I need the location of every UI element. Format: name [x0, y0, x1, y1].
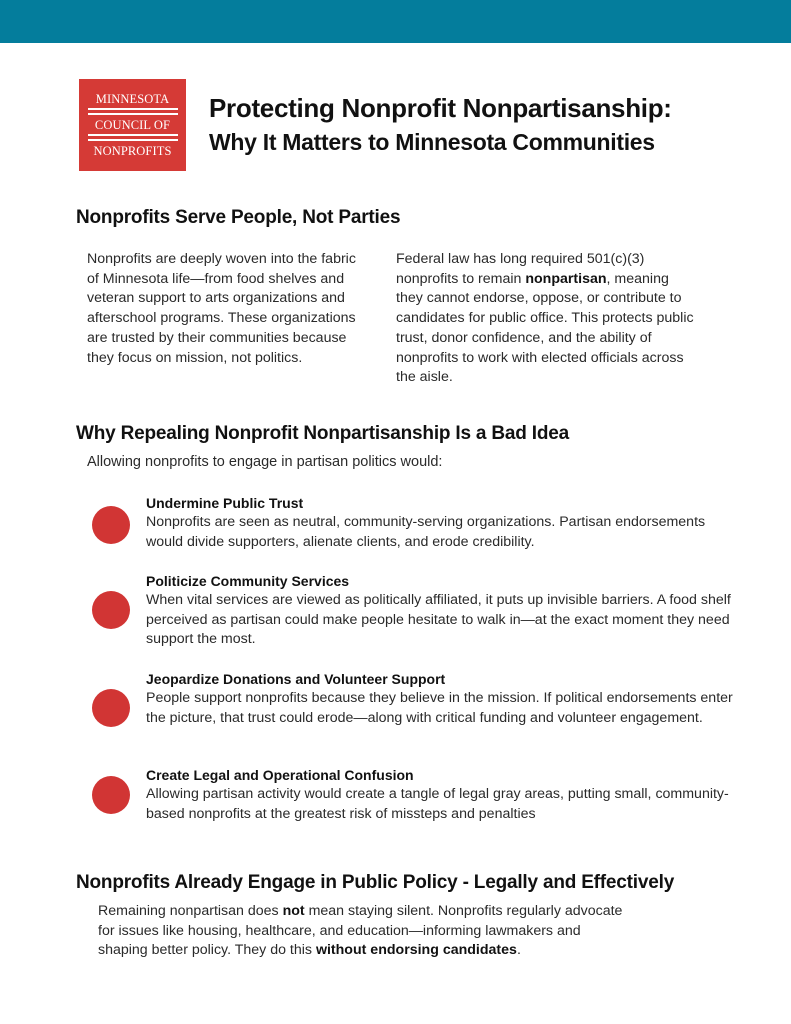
- bullet-circle-icon: [92, 506, 130, 544]
- section3-paragraph: [98, 902, 628, 961]
- text-run: mean staying silent. Nonprofits regularly advocate for issues like housing, healthcare, and education—informing lawmakers and shaping better policy. They do this: [98, 903, 623, 959]
- section-heading-public-policy: Nonprofits Already Engage in Public Policy - Legally and Effectively: [76, 872, 675, 893]
- logo-rule: [88, 108, 178, 115]
- emphasis-nonpartisan: nonpartisan: [525, 270, 607, 287]
- section1-right-paragraph: [396, 250, 696, 388]
- list-item-title: Politicize Community Services: [146, 573, 350, 589]
- section2-intro: Allowing nonprofits to engage in partisan politics would:: [87, 454, 443, 470]
- list-item-body: Nonprofits are seen as neutral, community-serving organizations. Partisan endorsements would divide supporters, alienate clients, and erode credibility.: [146, 514, 706, 550]
- list-item-body: Allowing partisan activity would create a tangle of legal gray areas, putting small, community-based nonprofits at the greatest risk of missteps and penalties: [146, 786, 729, 822]
- text-run: .: [516, 942, 521, 959]
- mcn-logo: [79, 79, 186, 171]
- logo-line-1: MINNESOTA: [95, 92, 170, 106]
- list-item-title: Undermine Public Trust: [146, 495, 304, 511]
- list-item-title: Create Legal and Operational Confusion: [146, 767, 414, 783]
- section-heading-bad-idea: Why Repealing Nonprofit Nonpartisanship Is a Bad Idea: [76, 423, 569, 444]
- bullet-circle-icon: [92, 689, 130, 727]
- list-item: [146, 572, 746, 650]
- text-run: Federal law has long required 501(c)(3) nonprofits to remain: [396, 251, 645, 287]
- list-item-title: Jeopardize Donations and Volunteer Support: [146, 671, 446, 687]
- logo-rule: [88, 134, 178, 141]
- bullet-circle-icon: [92, 591, 130, 629]
- emphasis-without-endorsing: without endorsing candidates: [315, 942, 517, 959]
- logo-line-3: NONPROFITS: [93, 144, 172, 158]
- text-run: , meaning they cannot endorse, oppose, or contribute to candidates for public office. This protects public trust, donor confidence, and the ability of nonprofits to work with elected officials across the aisle.: [396, 270, 694, 386]
- section-heading-serve-people: Nonprofits Serve People, Not Parties: [76, 207, 401, 228]
- top-banner: [0, 0, 791, 43]
- emphasis-not: not: [282, 903, 305, 919]
- list-item-body: People support nonprofits because they believe in the mission. If political endorsements enter the picture, that trust could erode—along with critical funding and volunteer engagement.: [146, 690, 733, 726]
- list-item: [146, 670, 746, 728]
- logo-line-2: COUNCIL OF: [94, 118, 171, 132]
- page-header: [209, 91, 769, 159]
- section1-left-paragraph: Nonprofits are deeply woven into the fabric of Minnesota life—from food shelves and veteran support to arts organizations and afterschool programs. These organizations are trusted by their communities because they focus on mission, not politics.: [87, 251, 356, 366]
- bullet-circle-icon: [92, 776, 130, 814]
- list-item: [146, 494, 746, 552]
- page-subtitle: Why It Matters to Minnesota Communities: [209, 129, 655, 155]
- list-item: [146, 766, 746, 824]
- text-run: Remaining nonpartisan does: [98, 903, 283, 919]
- list-item-body: When vital services are viewed as politically affiliated, it puts up invisible barriers. A food shelf perceived as partisan could make people hesitate to walk in—at the exact moment they need support the most.: [146, 592, 731, 648]
- page-title: Protecting Nonprofit Nonpartisanship:: [209, 93, 672, 123]
